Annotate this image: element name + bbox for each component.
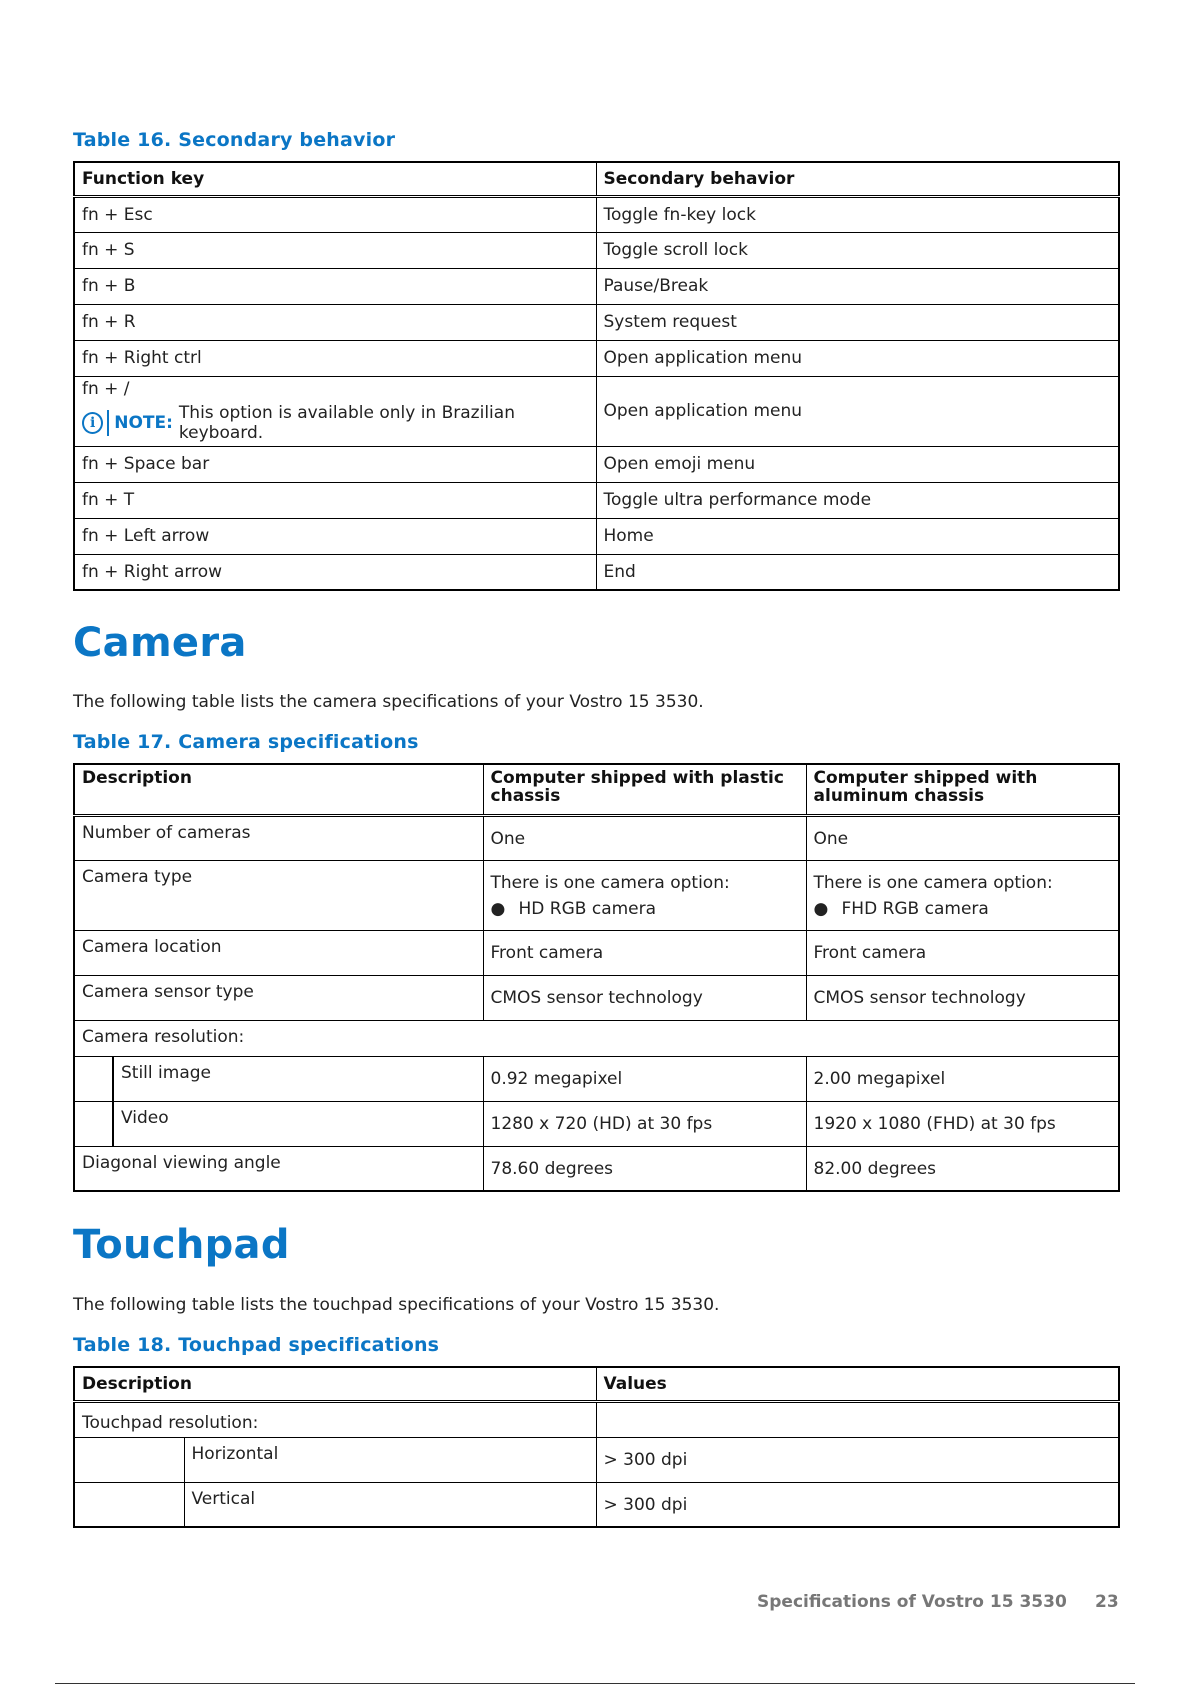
function-key-cell: fn + Right arrow [74, 554, 596, 590]
behavior-cell: Toggle fn-key lock [596, 196, 1119, 232]
behavior-cell: System request [596, 304, 1119, 340]
function-key-cell [74, 376, 596, 446]
plastic-value-cell: CMOS sensor technology [483, 975, 806, 1020]
page-number: 23 [1095, 1592, 1119, 1612]
table-row [74, 304, 1119, 340]
list-item [491, 899, 799, 919]
description-cell: Camera location [74, 930, 483, 975]
footer-title: Specifications of Vostro 15 3530 [757, 1592, 1067, 1612]
value-cell: > 300 dpi [596, 1437, 1119, 1482]
table-row [74, 518, 1119, 554]
table-header: Description [74, 1367, 596, 1401]
behavior-cell: Home [596, 518, 1119, 554]
table-row [74, 1101, 1119, 1146]
empty-cell [596, 1401, 1119, 1437]
note-text: This option is available only in Brazilian keyboard. [178, 403, 515, 443]
table-row [74, 554, 1119, 590]
camera-intro: The following table lists the camera specifications of your Vostro 15 3530. [73, 692, 704, 712]
option-intro: There is one camera option: [490, 872, 730, 893]
behavior-cell: Toggle scroll lock [596, 232, 1119, 268]
list-item-text: HD RGB camera [518, 898, 657, 919]
indent-cell [74, 1056, 113, 1101]
function-key-cell: fn + T [74, 482, 596, 518]
description-cell: Horizontal [184, 1437, 596, 1482]
plastic-value-cell: 1280 x 720 (HD) at 30 fps [483, 1101, 806, 1146]
plastic-value-cell: 0.92 megapixel [483, 1056, 806, 1101]
function-key-cell: fn + Left arrow [74, 518, 596, 554]
camera-specs-table [73, 763, 1120, 1192]
table-row [74, 1437, 1119, 1482]
plastic-value-cell: Front camera [483, 930, 806, 975]
touchpad-heading: Touchpad [73, 1222, 290, 1268]
aluminum-value-cell: 1920 x 1080 (FHD) at 30 fps [806, 1101, 1119, 1146]
table-header: Values [596, 1367, 1119, 1401]
behavior-cell: Open application menu [596, 376, 1119, 446]
description-cell: Video [113, 1101, 483, 1146]
aluminum-value-cell: 82.00 degrees [806, 1146, 1119, 1191]
description-cell: Diagonal viewing angle [74, 1146, 483, 1191]
note-box [82, 403, 589, 443]
plastic-value-cell [483, 860, 806, 930]
camera-heading: Camera [73, 620, 247, 666]
table-header: Secondary behavior [596, 162, 1119, 196]
behavior-cell: Open emoji menu [596, 446, 1119, 482]
table-row [74, 815, 1119, 860]
note-label: NOTE: [114, 413, 173, 433]
bullet-icon: ● [813, 898, 829, 919]
touchpad-intro: The following table lists the touchpad specifications of your Vostro 15 3530. [73, 1295, 720, 1315]
touchpad-specs-table [73, 1366, 1120, 1528]
table18-caption: Table 18. Touchpad specifications [73, 1334, 440, 1356]
table-row [74, 232, 1119, 268]
function-key-text: fn + / [82, 379, 130, 399]
indent-cell [74, 1101, 113, 1146]
section-label-cell: Touchpad resolution: [74, 1401, 596, 1437]
indent-cell [74, 1437, 184, 1482]
table-row [74, 482, 1119, 518]
indent-cell [74, 1482, 184, 1527]
table-row [74, 196, 1119, 232]
behavior-cell: End [596, 554, 1119, 590]
aluminum-value-cell: 2.00 megapixel [806, 1056, 1119, 1101]
table-row [74, 1020, 1119, 1056]
function-key-cell: fn + Right ctrl [74, 340, 596, 376]
table17-caption: Table 17. Camera specifications [73, 731, 419, 753]
secondary-behavior-table [73, 161, 1120, 591]
list-item-text: FHD RGB camera [841, 898, 989, 919]
description-cell: Still image [113, 1056, 483, 1101]
description-cell: Vertical [184, 1482, 596, 1527]
aluminum-value-cell: One [806, 815, 1119, 860]
table-row [74, 860, 1119, 930]
table-row [74, 1401, 1119, 1437]
table-row [74, 376, 1119, 446]
plastic-value-cell: 78.60 degrees [483, 1146, 806, 1191]
description-cell: Camera type [74, 860, 483, 930]
behavior-cell: Open application menu [596, 340, 1119, 376]
note-divider [107, 410, 109, 436]
table-row [74, 340, 1119, 376]
behavior-cell: Pause/Break [596, 268, 1119, 304]
table-header: Computer shipped with plastic chassis [483, 764, 806, 815]
table-header: Computer shipped with aluminum chassis [806, 764, 1119, 815]
table-header: Function key [74, 162, 596, 196]
table-row [74, 268, 1119, 304]
table-row [74, 1146, 1119, 1191]
function-key-cell: fn + Esc [74, 196, 596, 232]
section-label-cell: Camera resolution: [74, 1020, 1119, 1056]
behavior-cell: Toggle ultra performance mode [596, 482, 1119, 518]
function-key-cell: fn + B [74, 268, 596, 304]
aluminum-value-cell [806, 860, 1119, 930]
table-row [74, 446, 1119, 482]
list-item [814, 899, 1112, 919]
aluminum-value-cell: CMOS sensor technology [806, 975, 1119, 1020]
info-icon: i [82, 412, 103, 434]
description-cell: Number of cameras [74, 815, 483, 860]
table-header: Description [74, 764, 483, 815]
aluminum-value-cell: Front camera [806, 930, 1119, 975]
function-key-cell: fn + Space bar [74, 446, 596, 482]
function-key-cell: fn + S [74, 232, 596, 268]
table-row [74, 1482, 1119, 1527]
function-key-cell: fn + R [74, 304, 596, 340]
bullet-icon: ● [490, 898, 506, 919]
table16-caption: Table 16. Secondary behavior [73, 129, 396, 151]
description-cell: Camera sensor type [74, 975, 483, 1020]
table-row [74, 975, 1119, 1020]
table-row [74, 930, 1119, 975]
value-cell: > 300 dpi [596, 1482, 1119, 1527]
option-intro: There is one camera option: [813, 872, 1053, 893]
table-row [74, 1056, 1119, 1101]
plastic-value-cell: One [483, 815, 806, 860]
